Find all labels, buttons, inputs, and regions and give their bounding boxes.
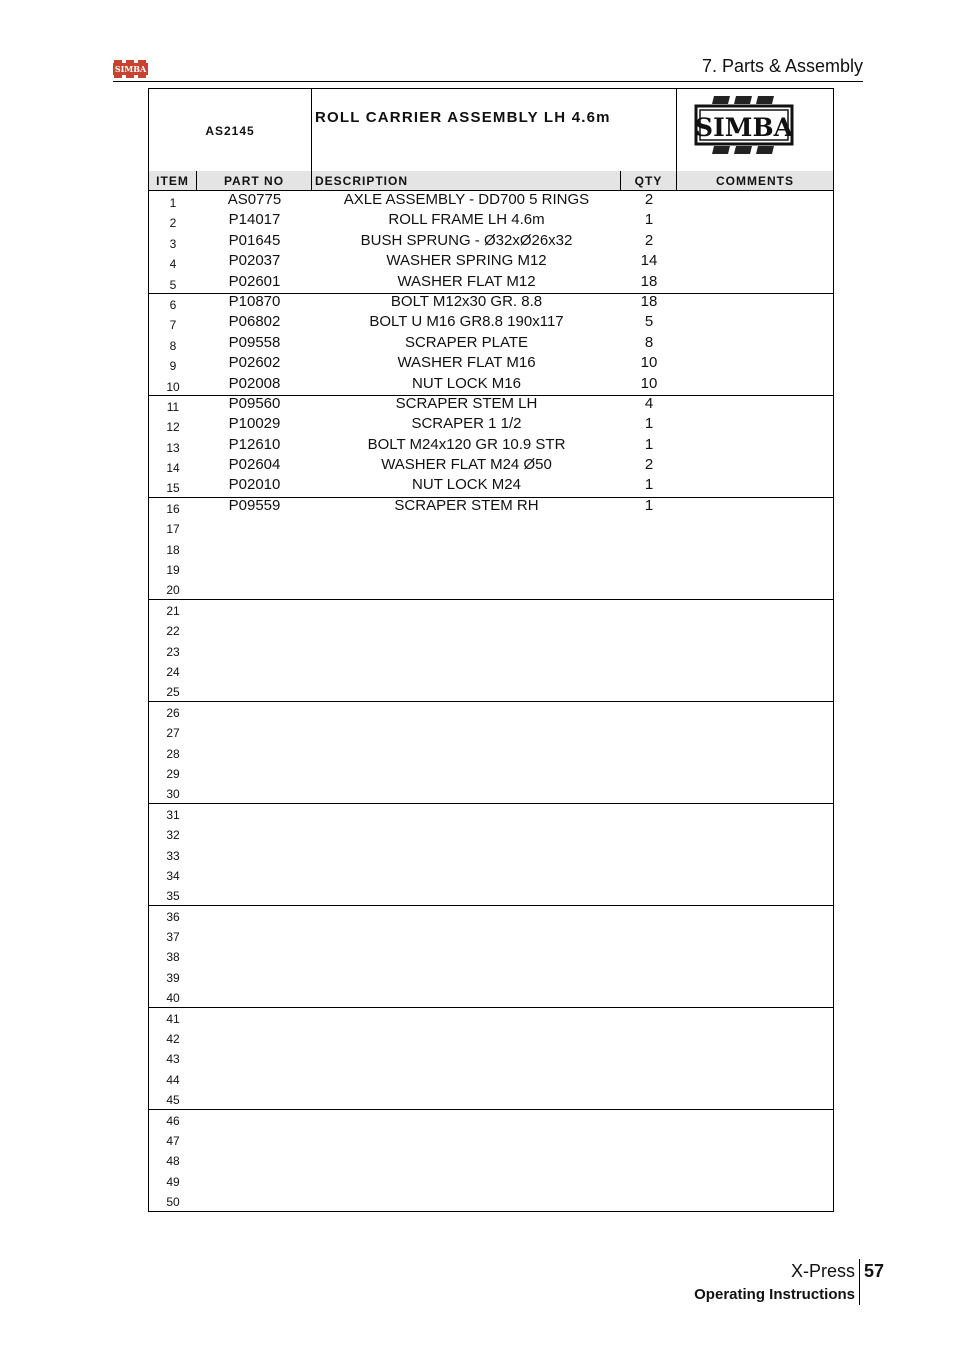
table-row [149,1129,833,1149]
page-number: 57 [864,1261,885,1281]
item-number: 34 [166,868,180,883]
item-number: 4 [169,257,177,272]
footer-divider [859,1259,860,1305]
item-number: 49 [166,1174,180,1189]
part-number: P02604 [228,456,281,474]
item-number: 37 [166,930,180,945]
table-row [149,456,833,476]
part-qty: 2 [644,231,654,249]
item-number: 42 [166,1032,180,1047]
part-number: P02008 [228,374,281,392]
item-number: 2 [169,216,177,231]
item-number: 10 [166,379,180,394]
item-number: 3 [169,236,177,251]
item-number: 24 [166,664,180,679]
item-number: 9 [169,359,177,374]
parts-sheet [148,88,834,1212]
item-number: 18 [166,542,180,557]
table-row [149,538,833,558]
item-number: 13 [166,440,180,455]
item-number: 11 [166,399,180,414]
table-row [149,660,833,680]
item-number: 26 [166,705,180,720]
part-number: P10029 [228,415,281,433]
product-name: X-Press [790,1261,855,1281]
table-row [149,375,833,395]
simba-header-logo [113,60,148,78]
table-row [149,252,833,272]
simba-logo [694,94,794,158]
table-row [149,721,833,741]
part-qty: 1 [644,496,654,514]
part-description: SCRAPER PLATE [404,333,529,351]
part-qty: 2 [644,456,654,474]
col-comments: COMMENTS [716,174,794,188]
item-number: 47 [166,1133,180,1148]
part-number: AS0775 [227,191,282,208]
table-row [149,864,833,884]
part-number: P09559 [228,496,281,514]
part-number: P09558 [228,333,281,351]
table-row [149,476,833,496]
item-number: 8 [169,338,177,353]
part-qty: 10 [640,354,658,372]
item-number: 50 [166,1195,180,1210]
table-row [149,334,833,354]
col-description: DESCRIPTION [312,171,621,190]
part-description: WASHER SPRING M12 [386,252,547,270]
part-number: P10870 [228,292,281,310]
item-number: 45 [166,1093,180,1108]
table-row [149,1088,833,1108]
item-number: 32 [166,828,180,843]
table-row [149,905,833,925]
col-item: ITEM [149,171,197,190]
part-description: AXLE ASSEMBLY - DD700 5 RINGS [343,191,590,208]
part-qty: 1 [644,435,654,453]
header-rule [113,81,863,82]
svg-text:SIMBA: SIMBA [695,113,793,142]
table-row [149,313,833,333]
item-number: 20 [166,583,180,598]
part-qty: 1 [644,415,654,433]
table-row [149,395,833,415]
column-headers [149,171,833,191]
item-number: 14 [166,461,180,476]
footer-subtitle: Operating Instructions [694,1286,855,1303]
table-row [149,782,833,802]
table-row [149,925,833,945]
item-number: 41 [166,1011,180,1026]
table-row [149,1047,833,1067]
item-number: 5 [169,277,177,292]
table-row [149,1149,833,1169]
part-number: P02602 [228,354,281,372]
table-row [149,232,833,252]
table-row [149,293,833,313]
item-number: 7 [169,318,177,333]
item-number: 15 [166,481,180,496]
part-description: SCRAPER STEM RH [394,496,539,514]
item-number: 38 [166,950,180,965]
part-qty: 1 [644,211,654,229]
item-number: 12 [166,420,180,435]
table-row [149,354,833,374]
item-number: 46 [166,1113,180,1128]
part-description: NUT LOCK M24 [412,476,521,494]
col-qty: QTY [621,171,677,190]
item-number: 16 [166,501,180,516]
part-description: BOLT U M16 GR8.8 190x117 [369,313,564,331]
part-number: P01645 [228,231,281,249]
part-number: P06802 [228,313,281,331]
item-number: 28 [166,746,180,761]
part-description: ROLL FRAME LH 4.6m [388,211,545,229]
part-number: P12610 [228,435,281,453]
table-row [149,640,833,660]
part-description: BOLT M24x120 GR 10.9 STR [367,435,566,453]
table-row [149,436,833,456]
table-row [149,762,833,782]
part-number: P02037 [228,252,281,270]
assembly-code: AS2145 [149,89,312,171]
part-qty: 14 [640,252,658,270]
item-number: 33 [166,848,180,863]
table-row [149,701,833,721]
item-number: 25 [166,685,180,700]
table-row [149,558,833,578]
item-number: 43 [166,1052,180,1067]
part-qty: 2 [644,191,654,208]
item-number: 35 [166,889,180,904]
table-row [149,1027,833,1047]
table-row [149,1007,833,1027]
part-qty: 4 [644,394,654,412]
svg-text:SIMBA: SIMBA [114,64,147,74]
part-description: SCRAPER STEM LH [395,394,538,412]
part-qty: 18 [640,292,658,310]
table-row [149,1170,833,1190]
table-row [149,415,833,435]
item-number: 48 [166,1154,180,1169]
table-row [149,1109,833,1129]
part-number: P14017 [228,211,281,229]
part-qty: 10 [640,374,658,392]
table-row [149,803,833,823]
col-part-no: PART NO [197,171,312,190]
item-number: 36 [166,909,180,924]
part-description: WASHER FLAT M12 [397,272,536,290]
parts-table-body [149,191,833,1211]
table-row [149,844,833,864]
part-number: P02010 [228,476,281,494]
item-number: 40 [166,991,180,1006]
table-row [149,966,833,986]
table-row [149,517,833,537]
part-qty: 1 [644,476,654,494]
assembly-header [149,89,833,172]
item-number: 31 [166,807,180,822]
table-row [149,1068,833,1088]
item-number: 39 [166,970,180,985]
table-row [149,191,833,211]
part-description: WASHER FLAT M16 [397,354,536,372]
section-title: 7. Parts & Assembly [701,56,863,76]
item-number: 44 [166,1072,180,1087]
table-row [149,680,833,700]
item-number: 30 [166,787,180,802]
item-number: 29 [166,766,180,781]
part-qty: 5 [644,313,654,331]
item-number: 19 [166,563,180,578]
table-row [149,211,833,231]
part-description: BOLT M12x30 GR. 8.8 [390,292,543,310]
table-row [149,599,833,619]
table-row [149,497,833,517]
part-qty: 18 [640,272,658,290]
part-description: WASHER FLAT M24 Ø50 [381,456,552,474]
table-row [149,578,833,598]
item-number: 21 [166,603,180,618]
part-number: P02601 [228,272,281,290]
part-description: SCRAPER 1 1/2 [411,415,522,433]
part-description: BUSH SPRUNG - Ø32xØ26x32 [360,231,573,249]
item-number: 6 [169,297,177,312]
part-number: P09560 [228,394,281,412]
item-number: 1 [169,196,177,210]
item-number: 27 [166,726,180,741]
table-row [149,742,833,762]
assembly-title: ROLL CARRIER ASSEMBLY LH 4.6m [312,89,677,171]
part-description: NUT LOCK M16 [412,374,521,392]
table-row [149,986,833,1006]
table-row [149,273,833,293]
table-row [149,619,833,639]
part-qty: 8 [644,333,654,351]
item-number: 23 [166,644,180,659]
table-row [149,945,833,965]
item-number: 22 [166,624,180,639]
item-number: 17 [166,522,180,537]
table-row [149,884,833,904]
table-row [149,823,833,843]
table-row [149,1190,833,1210]
